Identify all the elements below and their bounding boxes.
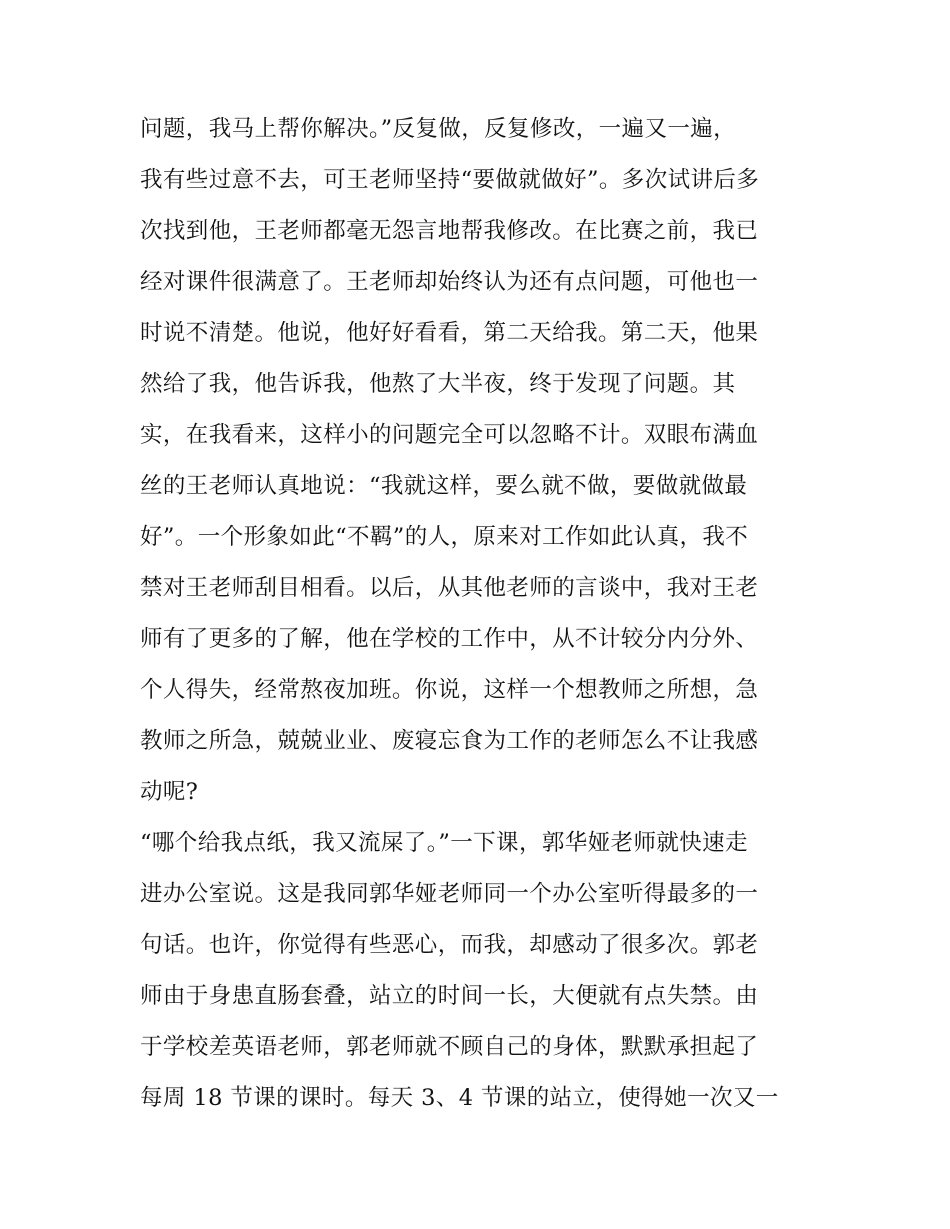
body-text	[140, 104, 830, 1124]
text-line: 师由于身患直肠套叠，站立的时间一长，大便就有点失禁。由	[140, 983, 759, 1009]
text-line: 于学校差英语老师，郭老师就不顾自己的身体，默默承担起了	[140, 1034, 759, 1060]
text-line: 师有了更多的了解，他在学校的工作中，从不计较分内分外、	[140, 626, 759, 652]
text-line: 动呢?	[140, 779, 199, 805]
text-line: 每周 18 节课的课时。每天 3、4 节课的站立，使得她一次又一	[140, 1085, 779, 1111]
text-line: 好”。一个形象如此“不羁”的人，原来对工作如此认真，我不	[140, 524, 749, 550]
text-line: 问题，我马上帮你解决。”反复做，反复修改，一遍又一遍，	[140, 116, 737, 142]
text-line: 时说不清楚。他说，他好好看看，第二天给我。第二天，他果	[140, 320, 759, 346]
text-line: 禁对王老师刮目相看。以后，从其他老师的言谈中，我对王老	[140, 575, 759, 601]
text-line: 然给了我，他告诉我，他熬了大半夜，终于发现了问题。其	[140, 371, 736, 397]
text-line: 进办公室说。这是我同郭华娅老师同一个办公室听得最多的一	[140, 881, 759, 907]
text-line: 经对课件很满意了。王老师却始终认为还有点问题，可他也一	[140, 269, 759, 295]
text-line: “哪个给我点纸，我又流屎了。”一下课，郭华娅老师就快速走	[140, 830, 748, 856]
text-line: 实，在我看来，这样小的问题完全可以忽略不计。双眼布满血	[140, 422, 759, 448]
text-line: 句话。也许，你觉得有些恶心，而我，却感动了很多次。郭老	[140, 932, 759, 958]
text-line: 我有些过意不去，可王老师坚持“要做就做好”。多次试讲后多	[140, 167, 760, 193]
text-line: 次找到他，王老师都毫无怨言地帮我修改。在比赛之前，我已	[140, 218, 759, 244]
text-line: 个人得失，经常熬夜加班。你说，这样一个想教师之所想，急	[140, 677, 759, 703]
text-line: 教师之所急，兢兢业业、废寝忘食为工作的老师怎么不让我感	[140, 728, 759, 754]
text-line: 丝的王老师认真地说：“我就这样，要么就不做，要做就做最	[140, 473, 748, 499]
